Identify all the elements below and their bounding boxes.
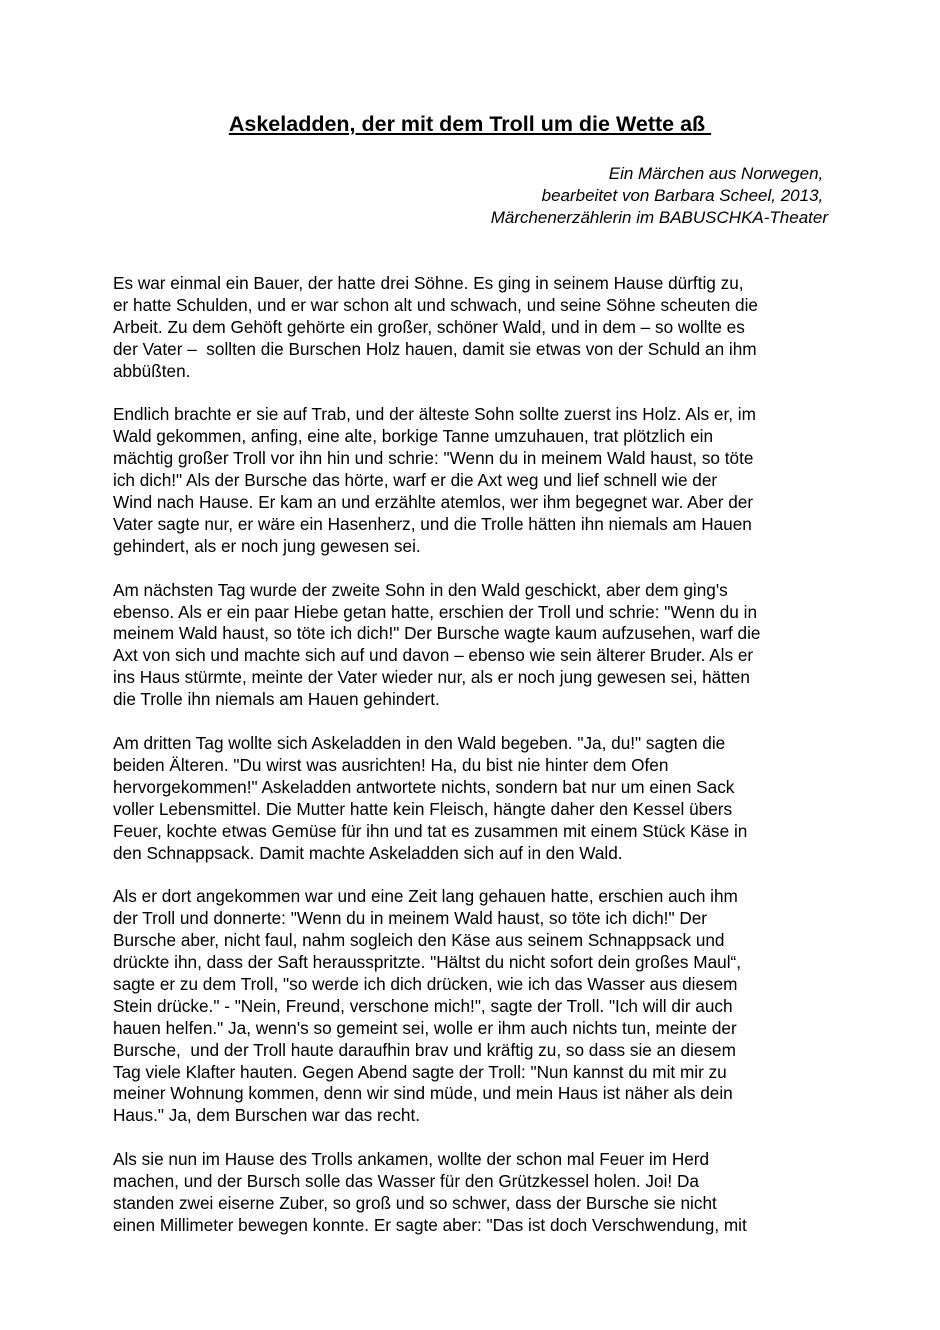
paragraph	[113, 404, 829, 557]
text-line: Tag viele Klafter hauten. Gegen Abend sagte der Troll: "Nun kannst du mit mir zu	[113, 1061, 727, 1082]
text-line: beiden Älteren. "Du wirst was ausrichten! Ha, du bist nie hinter dem Ofen	[113, 754, 669, 775]
paragraph	[113, 1149, 829, 1237]
text-line: Am nächsten Tag wurde der zweite Sohn in den Wald geschickt, aber dem ging's	[113, 579, 728, 600]
text-line: hauen helfen." Ja, wenn's so gemeint sei, wolle er ihm auch nichts tun, meinte der	[113, 1017, 737, 1038]
text-line: Als er dort angekommen war und eine Zeit lang gehauen hatte, erschien auch ihm	[113, 886, 738, 907]
text-line: ins Haus stürmte, meinte der Vater wieder nur, als er noch jung gewesen sei, hätten	[113, 667, 750, 688]
text-line: gehindert, als er noch jung gewesen sei.	[113, 535, 421, 556]
text-line: hervorgekommen!" Askeladden antwortete nichts, sondern bat nur um einen Sack	[113, 776, 735, 797]
text-line: meinem Wald haust, so töte ich dich!" Der Bursche wagte kaum aufzusehen, warf die	[113, 623, 761, 644]
text-line: Wind nach Hause. Er kam an und erzählte atemlos, wer ihm begegnet war. Aber der	[113, 492, 754, 513]
text-line: die Trolle ihn niemals am Hauen gehindert.	[113, 689, 440, 710]
text-line: er hatte Schulden, und er war schon alt und schwach, und seine Söhne scheuten die	[113, 294, 758, 315]
text-line: Axt von sich und machte sich auf und davon – ebenso wie sein älterer Bruder. Als er	[113, 645, 754, 666]
text-line: ebenso. Als er ein paar Hiebe getan hatte, erschien der Troll und schrie: "Wenn du in	[113, 601, 758, 622]
byline-line: Märchenerzählerin im BABUSCHKA-Theater	[490, 208, 828, 227]
text-line: standen zwei eiserne Zuber, so groß und so schwer, dass der Bursche sie nicht	[113, 1192, 717, 1213]
text-line: Endlich brachte er sie auf Trab, und der älteste Sohn sollte zuerst ins Holz. Als er, im	[113, 404, 756, 425]
text-line: Vater sagte nur, er wäre ein Hasenherz, und die Trolle hätten ihn niemals am Hauen	[113, 513, 752, 534]
text-line: drückte ihn, dass der Saft herausspritzte. "Hältst du nicht sofort dein großes Maul“,	[113, 952, 742, 973]
text-line: der Troll und donnerte: "Wenn du in meinem Wald haust, so töte ich dich!" Der	[113, 908, 708, 929]
text-line: einen Millimeter bewegen konnte. Er sagte aber: "Das ist doch Verschwendung, mit	[113, 1214, 747, 1235]
text-line: mächtig großer Troll vor ihn hin und schrie: "Wenn du in meinem Wald haust, so töte	[113, 448, 754, 469]
paragraph	[113, 733, 829, 864]
text-line: abbüßten.	[113, 360, 191, 381]
paragraph	[113, 886, 829, 1127]
byline	[491, 163, 828, 229]
paragraph	[113, 580, 829, 711]
text-line: den Schnappsack. Damit machte Askeladden sich auf in den Wald.	[113, 842, 623, 863]
byline-line: bearbeitet von Barbara Scheel, 2013,	[541, 186, 828, 205]
text-line: Feuer, kochte etwas Gemüse für ihn und tat es zusammen mit einem Stück Käse in	[113, 820, 748, 841]
text-line: Wald gekommen, anfing, eine alte, borkige Tanne umzuhauen, trat plötzlich ein	[113, 426, 714, 447]
text-line: Bursche, und der Troll haute daraufhin brav und kräftig zu, so dass sie an diesem	[113, 1039, 736, 1060]
story-body	[113, 273, 829, 1259]
text-line: Am dritten Tag wollte sich Askeladden in den Wald begeben. "Ja, du!" sagten die	[113, 732, 726, 753]
byline-line: Ein Märchen aus Norwegen,	[608, 164, 828, 183]
text-line: ich dich!" Als der Bursche das hörte, warf er die Axt weg und lief schnell wie der	[113, 470, 718, 491]
text-line: der Vater – sollten die Burschen Holz hauen, damit sie etwas von der Schuld an ihm	[113, 338, 757, 359]
text-line: Haus." Ja, dem Burschen war das recht.	[113, 1105, 421, 1126]
text-line: machen, und der Bursch solle das Wasser für den Grützkessel holen. Joi! Da	[113, 1171, 699, 1192]
text-line: Als sie nun im Hause des Trolls ankamen, wollte der schon mal Feuer im Herd	[113, 1149, 710, 1170]
text-line: Bursche aber, nicht faul, nahm sogleich den Käse aus seinem Schnappsack und	[113, 930, 725, 951]
text-line: Es war einmal ein Bauer, der hatte drei Söhne. Es ging in seinem Hause dürftig zu,	[113, 273, 744, 293]
text-line: Arbeit. Zu dem Gehöft gehörte ein großer, schöner Wald, und in dem – so wollte es	[113, 316, 745, 337]
text-line: sagte er zu dem Troll, "so werde ich dich drücken, wie ich das Wasser aus diesem	[113, 973, 738, 994]
document-title: Askeladden, der mit dem Troll um die Wette aß	[228, 112, 712, 136]
text-line: meiner Wohnung kommen, denn wir sind müde, und mein Haus ist näher als dein	[113, 1083, 733, 1104]
paragraph	[113, 273, 829, 383]
text-line: Stein drücke." - "Nein, Freund, verschone mich!", sagte der Troll. "Ich will dir auch	[113, 995, 733, 1016]
text-line: voller Lebensmittel. Die Mutter hatte kein Fleisch, hängte daher den Kessel übers	[113, 798, 733, 819]
